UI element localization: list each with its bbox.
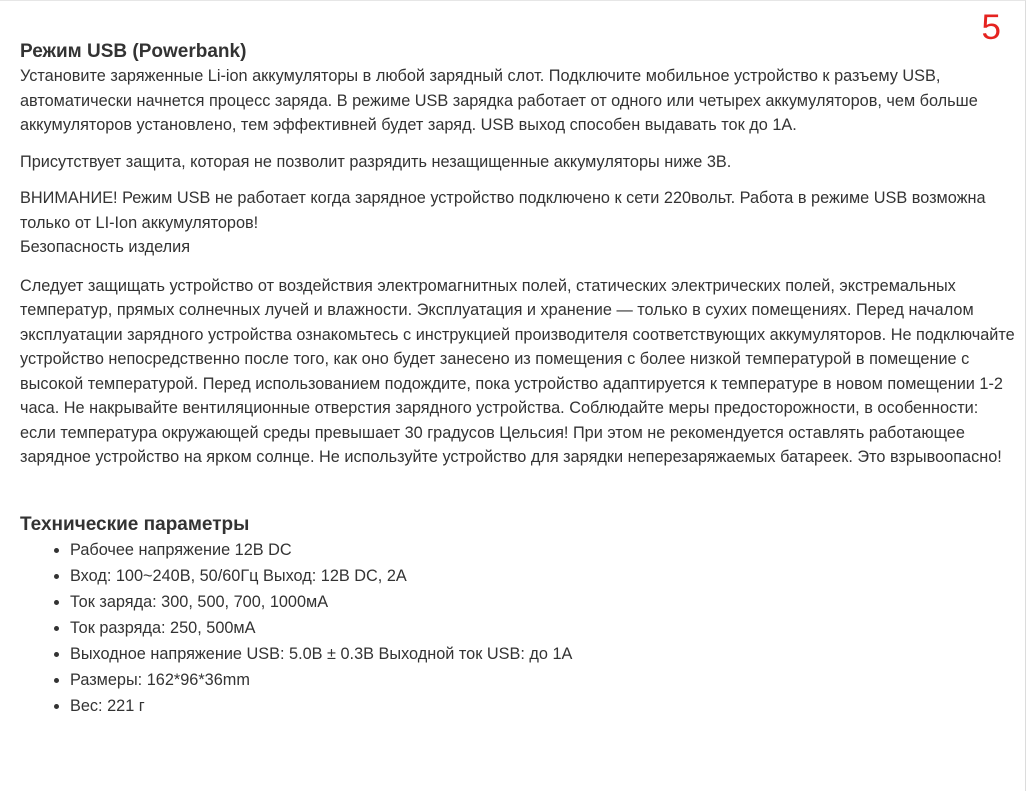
- specs-list: [20, 537, 1015, 719]
- spec-item: • Вес: 221 г: [70, 693, 1015, 719]
- document-content: [20, 39, 1015, 719]
- usb-mode-paragraph: Установите заряженные Li-ion аккумуляторы в любой зарядный слот. Подключите мобильное устройство к разъему USB, автоматически начнется процесс заряда. В режиме USB зарядка работает от одного или четырех аккумуляторов, чем больше аккумуляторов установлено, тем эффективней будет заряд. USB выход способен выдавать ток до 1А.: [20, 67, 978, 134]
- page-number: 5: [981, 8, 1001, 47]
- safety-paragraph: Следует защищать устройство от воздействия электромагнитных полей, статических электрических полей, экстремальных температур, прямых солнечных лучей и влажности. Эксплуатация и хранение — только в сухих помещениях. Перед началом эксплуатации зарядного устройства ознакомьтесь с инструкцией производителя соответствующих аккумуляторов. Не подключайте устройство непосредственно после того, как оно будет занесено из помещения с более низкой температурой в помещение с высокой температурой. Перед использованием подождите, пока устройство адаптируется к температуре в новом помещении 1-2 часа. Не накрывайте вентиляционные отверстия зарядного устройства. Соблюдайте меры предосторожности, в особенности: если температура окружающей среды превышает 30 градусов Цельсия! При этом не рекомендуется оставлять работающее зарядное устройство на ярком солнце. Не используйте устройство для зарядки неперезаряжаемых батареек. Это взрывоопасно!: [20, 276, 1015, 466]
- usb-mode-heading: Режим USB (Powerbank): [20, 41, 247, 62]
- safety-heading: Безопасность изделия: [20, 238, 191, 256]
- specs-heading: Технические параметры: [20, 513, 250, 535]
- spec-item: • Рабочее напряжение 12В DC: [70, 537, 1015, 563]
- spec-item: • Ток разряда: 250, 500мА: [70, 615, 1015, 641]
- spec-item: • Вход: 100~240В, 50/60Гц Выход: 12В DC, 2А: [70, 563, 1015, 589]
- spec-item: • Размеры: 162*96*36mm: [70, 667, 1015, 693]
- spec-item: • Ток заряда: 300, 500, 700, 1000мА: [70, 589, 1015, 615]
- spec-item: • Выходное напряжение USB: 5.0В ± 0.3В Выходной ток USB: до 1А: [70, 641, 1015, 667]
- protection-paragraph: Присутствует защита, которая не позволит разрядить незащищенные аккумуляторы ниже 3В.: [20, 152, 732, 171]
- warning-paragraph: ВНИМАНИЕ! Режим USB не работает когда зарядное устройство подключено к сети 220вольт. Работа в режиме USB возможна только от LI-Ion аккумуляторов!: [20, 189, 986, 232]
